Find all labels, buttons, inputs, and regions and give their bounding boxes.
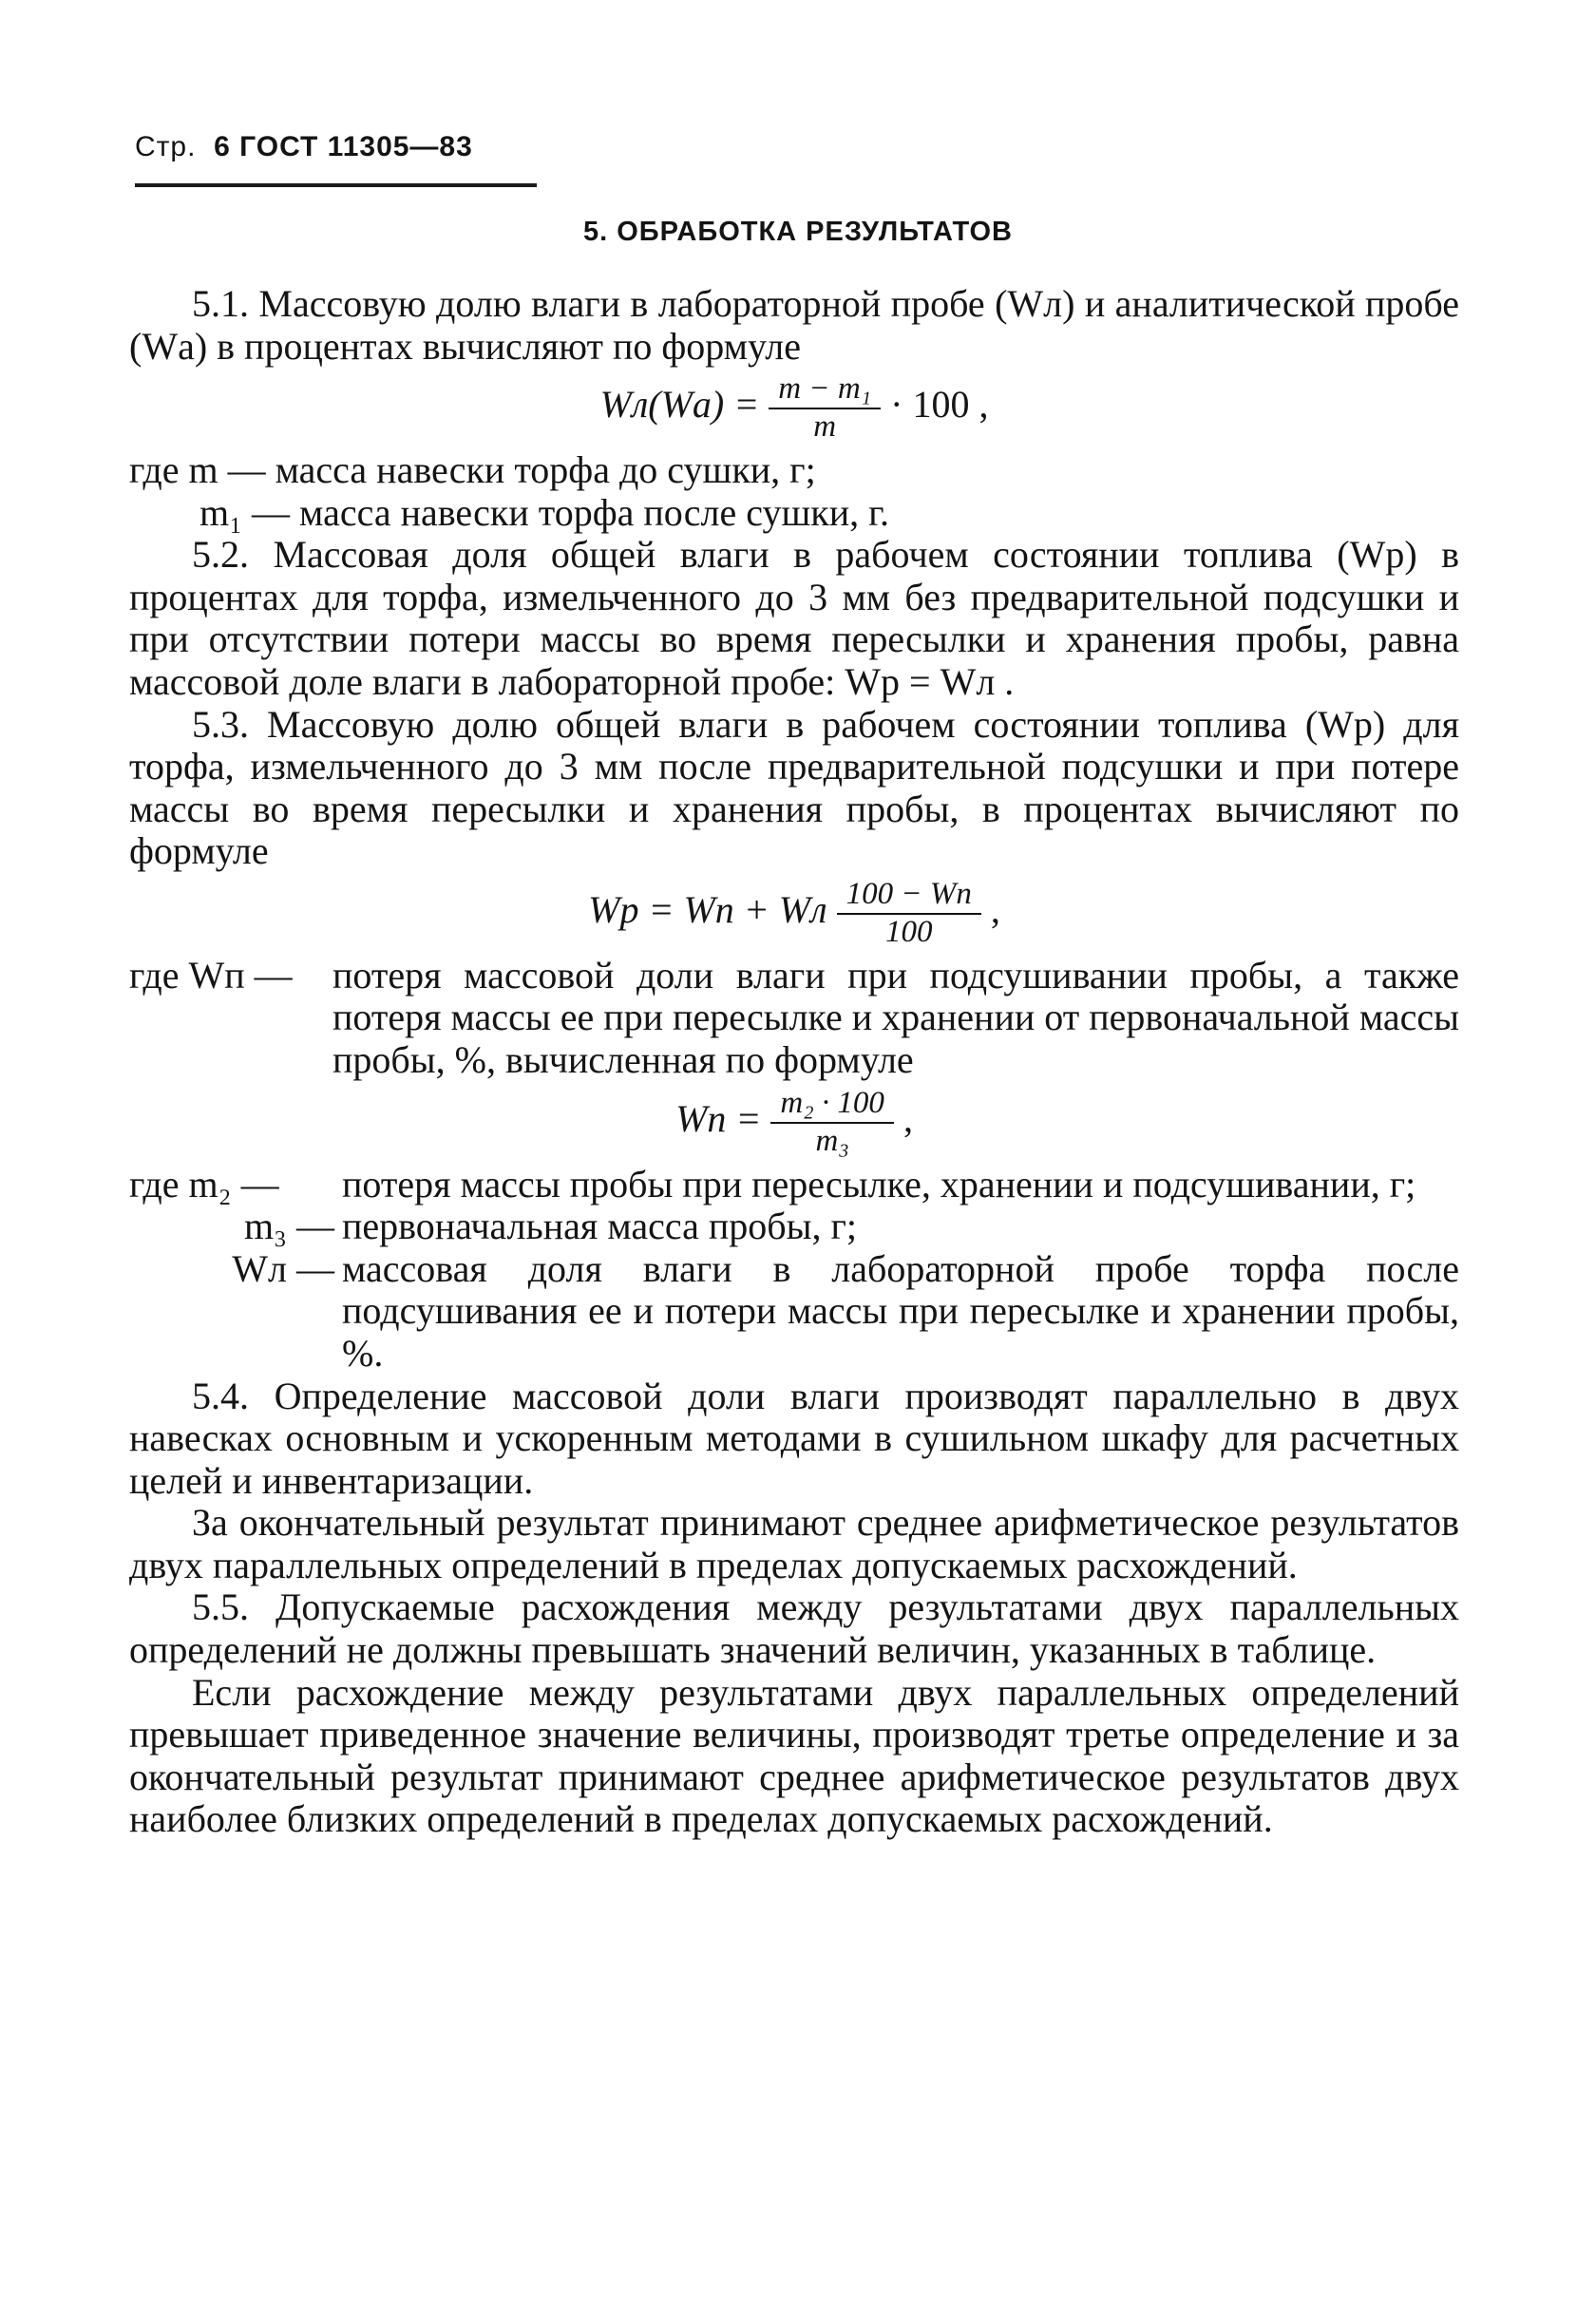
formula-moisture-denominator: m [813,409,837,445]
formula-total-numerator: 100 − Wп [837,877,981,915]
where-wn [129,955,1459,1082]
where-wn-lead: где Wп — [129,953,293,997]
where-wn-text: потеря массовой доли влаги при подсушивании пробы, а также потеря массы ее при пересылке и хранении от первоначальной массы пробы, %, вычисленная по формуле [332,953,1459,1082]
header-rule [135,183,537,187]
paragraph-5-1: 5.1. Массовую долю влаги в лабораторной пробе (Wл) и аналитической пробе (Wа) в процентах вычисляют по формуле [129,282,1459,368]
where-wl-text: массовая доля влаги в лабораторной пробе торфа после подсушивания ее и потери массы при пересылке и хранении пробы, %. [342,1246,1459,1375]
paragraph-5-5-third: Если расхождение между результатами двух параллельных определений превышает приведенное значение величины, производят третье определение и за окончательный результат принимают среднее арифметическое результатов двух наиболее близких определений в пределах допускаемых расхождений. [129,1670,1459,1841]
formula-loss-left: Wп = [675,1096,762,1140]
page-prefix: Стр. [135,131,197,162]
formula-total-fraction [837,877,981,951]
formula-moisture-right: · 100 , [890,383,989,427]
formula-loss-numerator: m₂ · 100 [770,1086,894,1124]
formula-loss-denominator: m₃ [815,1123,849,1158]
formula-total-moisture [129,877,1459,951]
formula-moisture-numerator: m − m₁ [769,371,881,409]
formula-total-right: , [990,888,1000,932]
section-title: 5. ОБРАБОТКА РЕЗУЛЬТАТОВ [582,217,1014,247]
where-wl-lead: Wл — [232,1246,334,1290]
where-m2-text: потеря массы пробы при пересылке, хранении и подсушивании, г; [342,1162,1416,1205]
where-m3 [129,1205,1459,1248]
paragraph-5-2: 5.2. Массовая доля общей влаги в рабочем состоянии топлива (Wр) в процентах для торфа, измельченного до 3 мм без предварительной подсушки и при отсутствии потери массы во время пересылки и хранения пробы, равна массовой доле влаги в лабораторной пробе: Wр = Wл . [129,533,1459,704]
formula-loss-right: , [902,1096,913,1140]
formula-moisture [129,371,1459,446]
where-m3-text: первоначальная масса пробы, г; [342,1205,858,1248]
paragraph-5-4: 5.4. Определение массовой доли влаги производят параллельно в двух навесках основным и ускоренным методами в сушильном шкафу для расчетных целей и инвентаризации. [129,1374,1459,1502]
formula-total-denominator: 100 [884,914,933,949]
standard-code: ГОСТ 11305—83 [239,131,473,162]
where-m1: m₁ — масса навески торфа после сушки, г. [200,490,890,534]
paragraph-5-5: 5.5. Допускаемые расхождения между результатами двух параллельных определений не должны превышать значений величин, указанных в таблице. [129,1585,1459,1672]
where-m2-lead: где m₂ — [129,1162,279,1205]
formula-loss-fraction [770,1086,894,1160]
paragraph-5-3: 5.3. Массовую долю общей влаги в рабочем состоянии топлива (Wр) для торфа, измельченного до 3 мм после предварительной подсушки и при потере массы во время пересылки и хранения пробы, в процентах вычисляют по формуле [129,702,1459,873]
formula-loss [129,1086,1459,1160]
where-wl [129,1248,1459,1376]
formula-moisture-left: Wл(Wа) = [599,383,760,427]
page-header [135,131,473,163]
where-m: где m — масса навески торфа до сушки, г; [129,448,816,492]
paragraph-5-4-result: За окончательный результат принимают среднее арифметическое результатов двух параллельных определений в пределах допускаемых расхождений. [129,1501,1459,1586]
formula-moisture-fraction [769,371,881,446]
page-number: 6 [214,131,231,162]
where-m2 [129,1164,1459,1206]
formula-total-left: Wр = Wп + Wл [588,888,827,932]
document-body [129,283,1459,1841]
where-m3-lead: m₃ — [243,1205,334,1248]
